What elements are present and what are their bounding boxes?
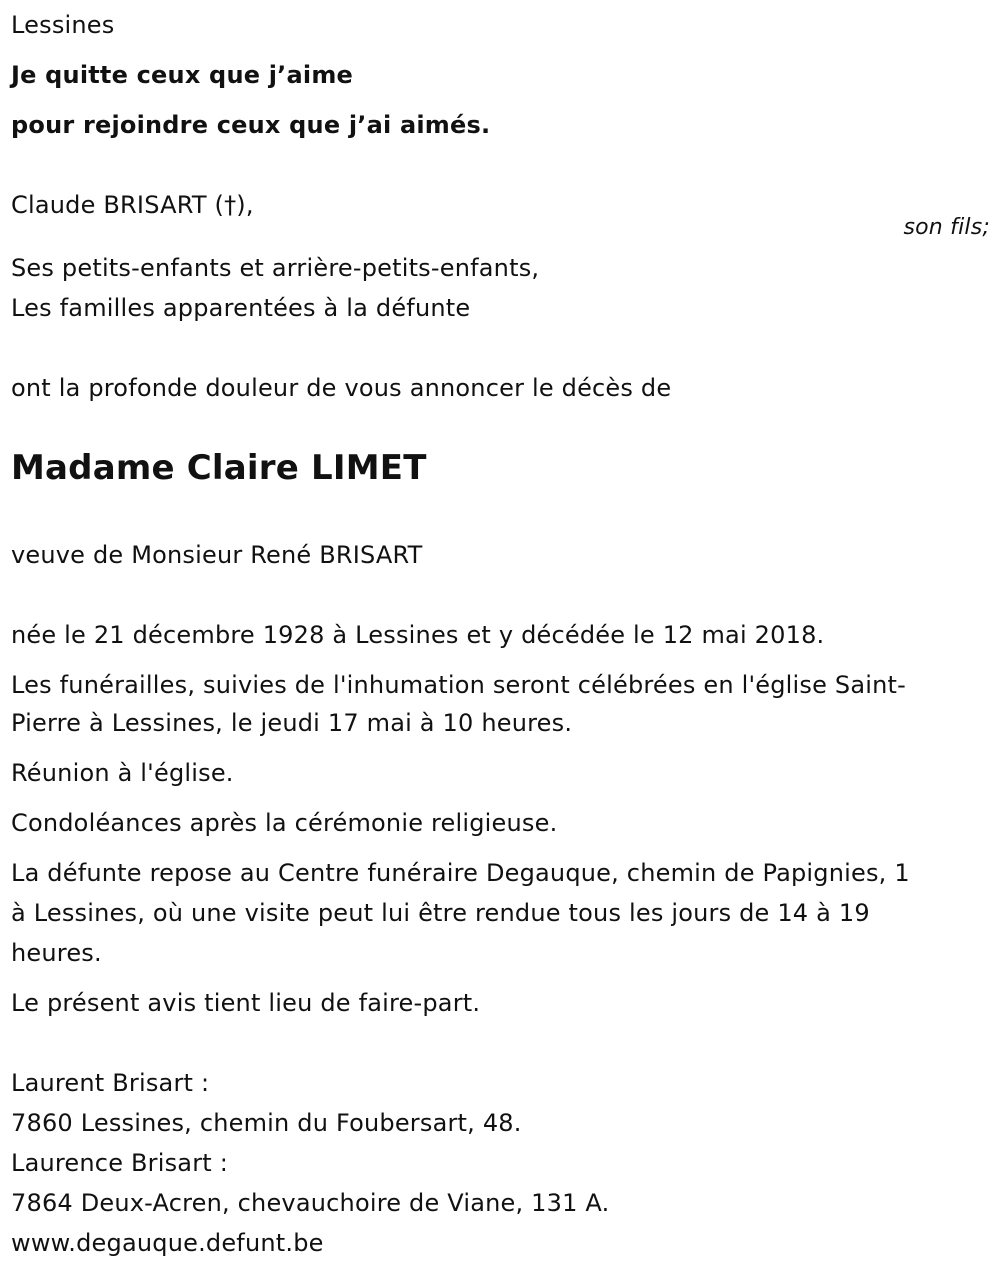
quote-line-2: pour rejoindre ceux que j’ai aimés. [11, 111, 491, 139]
contact-2-address: 7864 Deux-Acren, chevauchoire de Viane, 131 A. [11, 1189, 610, 1217]
condolences: Condoléances après la cérémonie religieuse. [11, 809, 558, 837]
place: Lessines [11, 11, 115, 39]
meeting: Réunion à l'église. [11, 759, 234, 787]
rest-line-2: à Lessines, où une visite peut lui être rendue tous les jours de 14 à 19 [11, 899, 870, 927]
website: www.degauque.defunt.be [11, 1229, 324, 1257]
quote-line-1: Je quitte ceux que j’aime [11, 61, 354, 89]
funeral-line-2: Pierre à Lessines, le jeudi 17 mai à 10 heures. [11, 709, 573, 737]
rest-line-1: La défunte repose au Centre funéraire Degauque, chemin de Papignies, 1 [11, 859, 910, 887]
contact-1-name: Laurent Brisart : [11, 1069, 210, 1097]
funeral-line-1: Les funérailles, suivies de l'inhumation seront célébrées en l'église Saint- [11, 671, 906, 699]
son-name: Claude BRISART (†), [11, 191, 254, 219]
announcement: ont la profonde douleur de vous annoncer le décès de [11, 374, 672, 402]
widow-of: veuve de Monsieur René BRISART [11, 541, 423, 569]
birth-death: née le 21 décembre 1928 à Lessines et y décédée le 12 mai 2018. [11, 621, 825, 649]
relatives: Les familles apparentées à la défunte [11, 294, 471, 322]
deceased-name: Madame Claire LIMET [11, 448, 427, 488]
contact-2-name: Laurence Brisart : [11, 1149, 228, 1177]
rest-line-3: heures. [11, 939, 102, 967]
son-relation: son fils; [903, 215, 990, 240]
grandchildren: Ses petits-enfants et arrière-petits-enfants, [11, 254, 540, 282]
contact-1-address: 7860 Lessines, chemin du Foubersart, 48. [11, 1109, 522, 1137]
notice: Le présent avis tient lieu de faire-part. [11, 989, 481, 1017]
